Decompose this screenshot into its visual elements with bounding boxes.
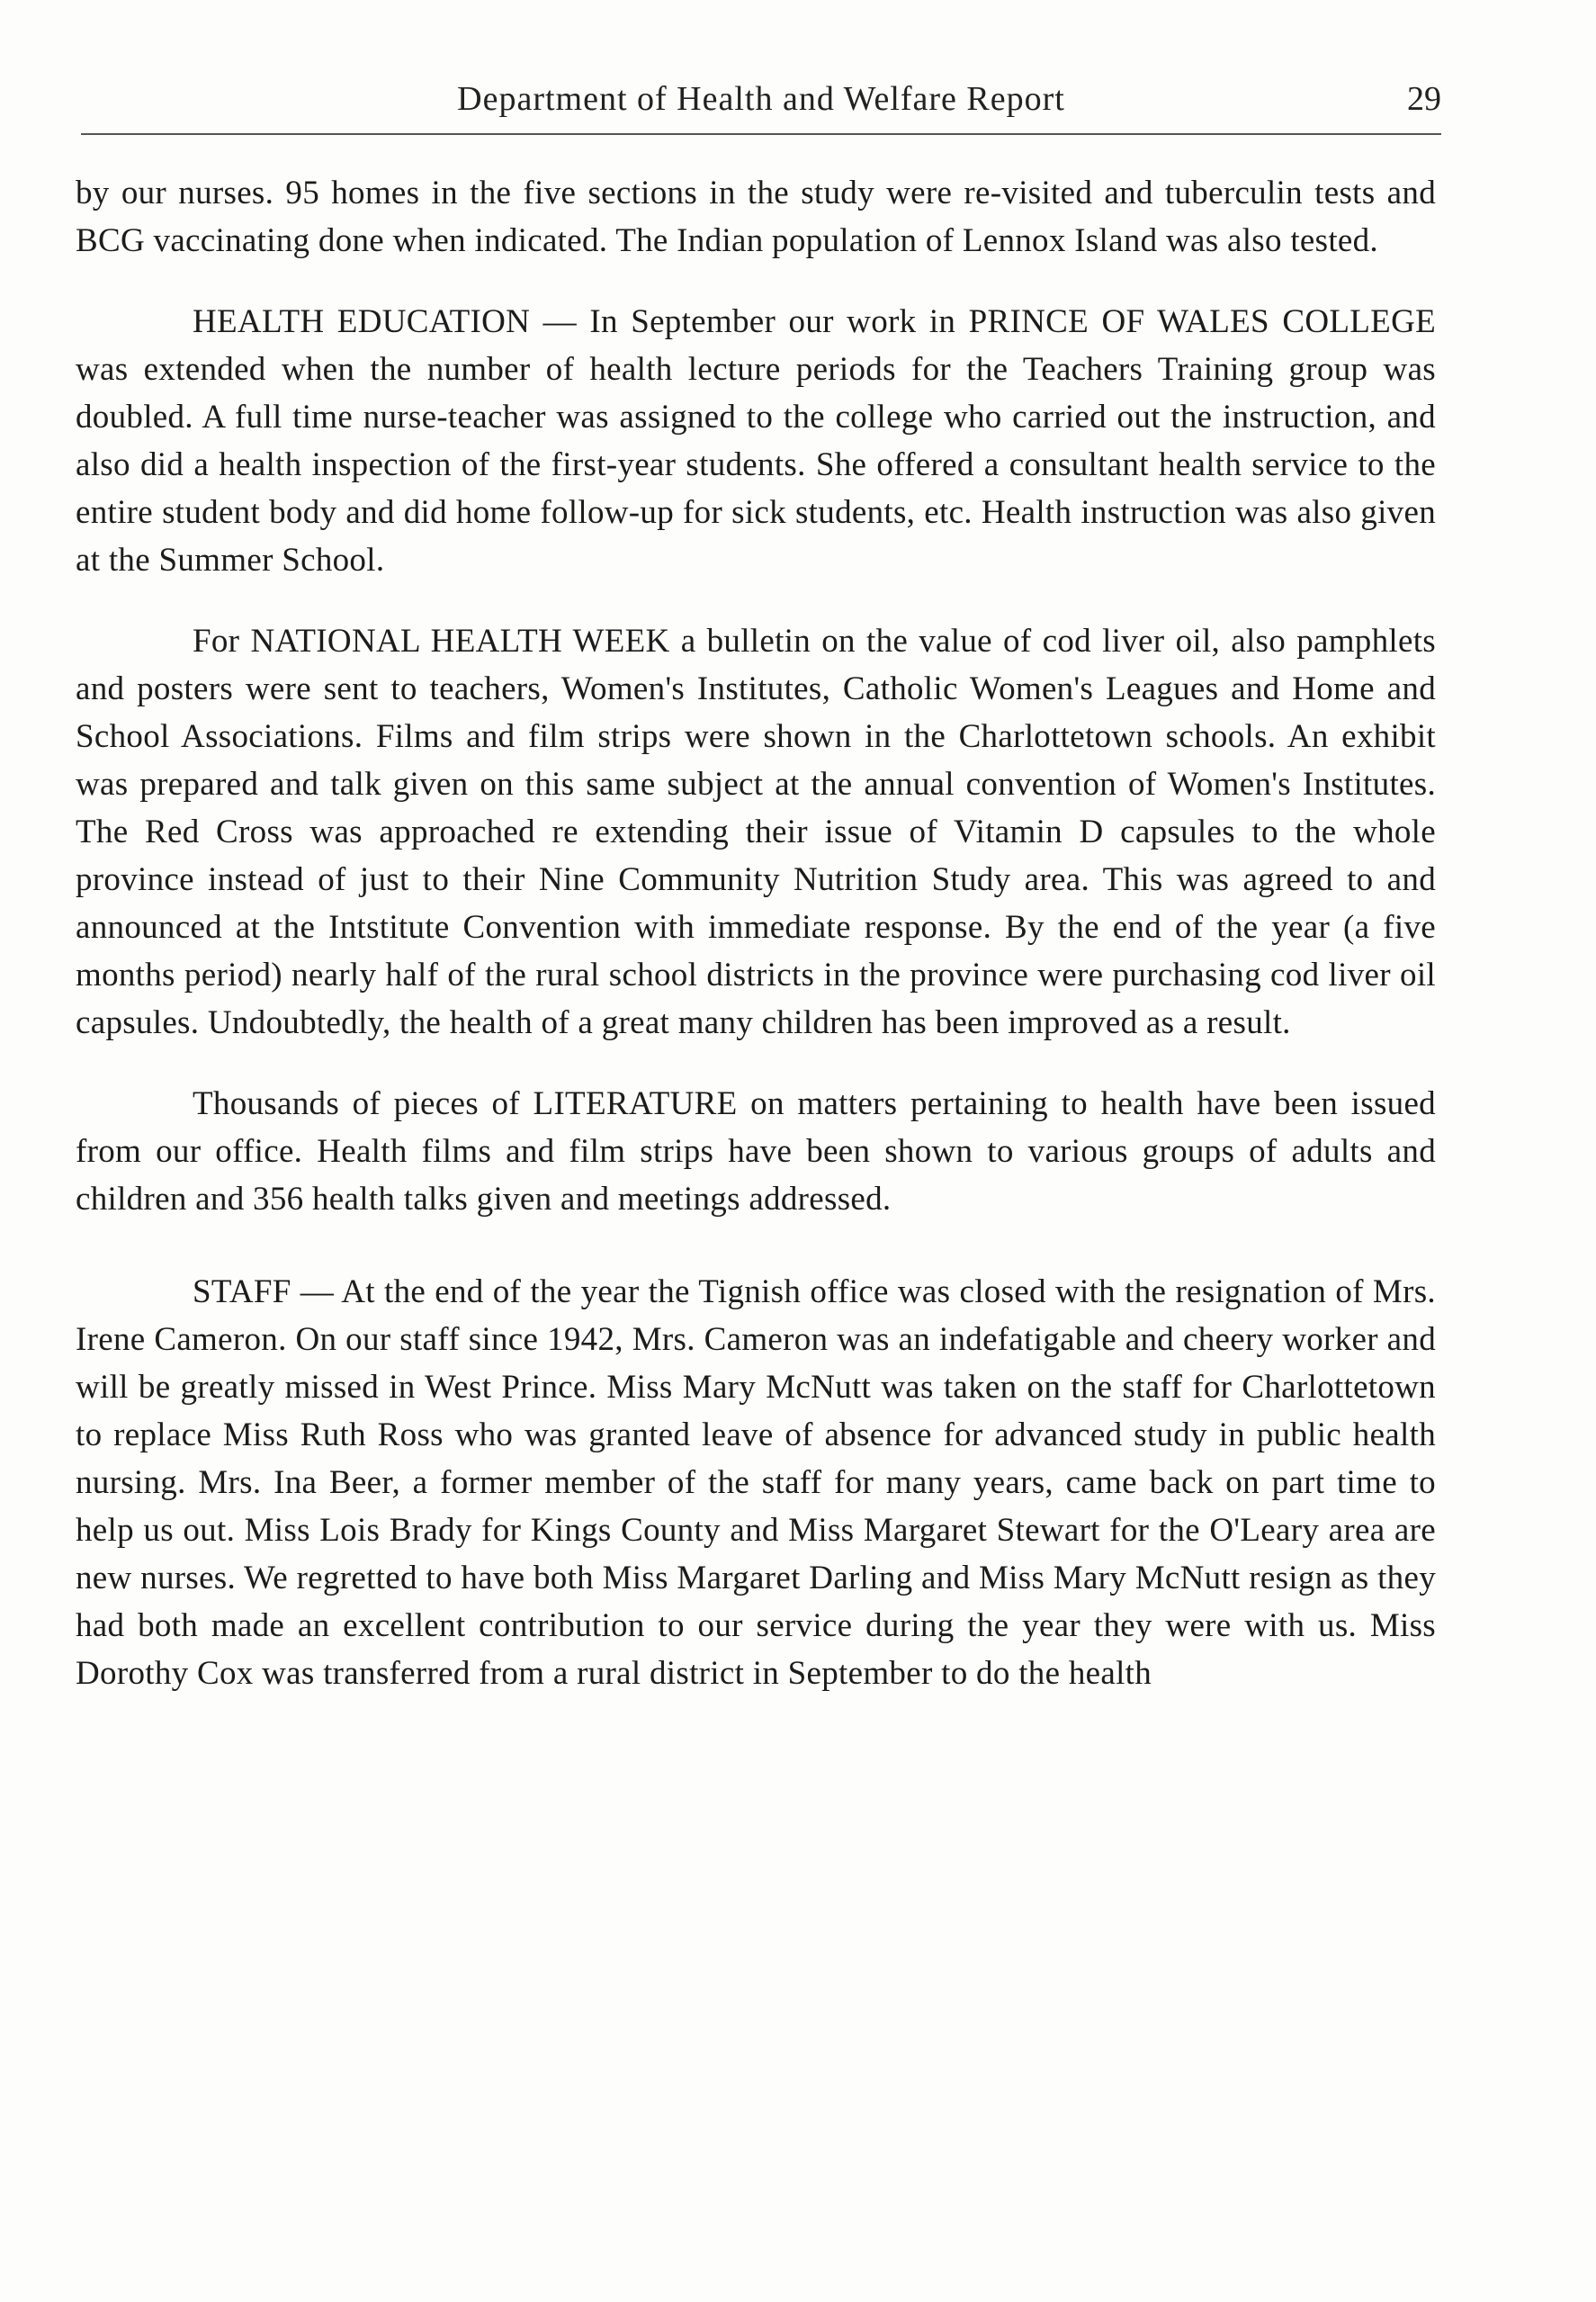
- body-text: [76, 169, 1436, 1697]
- header-title: Department of Health and Welfare Report: [457, 80, 1065, 118]
- running-header: [81, 79, 1441, 135]
- paragraph-national-health-week: For NATIONAL HEALTH WEEK a bulletin on the value of cod liver oil, also pamphlets and posters were sent to teachers, Women's Institutes, Catholic Women's Leagues and Home and School Associations. Films and film strips were shown in the Charlottetown schools. An exhibit was prepared and talk given on this same subject at the annual convention of Women's Institutes. The Red Cross was approached re extending their issue of Vitamin D capsules to the whole province instead of just to their Nine Community Nutrition Study area. This was agreed to and announced at the Intstitute Convention with immediate response. By the end of the year (a five months period) nearly half of the rural school districts in the province were purchasing cod liver oil capsules. Undoubtedly, the health of a great many children has been improved as a result.: [76, 623, 1436, 1041]
- paragraph-literature: Thousands of pieces of LITERATURE on matters pertaining to health have been issued from our office. Health films and film strips have been shown to various groups of adults and children and 356 health talks given and meetings addressed.: [76, 1085, 1436, 1218]
- page-number: 29: [1407, 80, 1441, 118]
- paragraph-health-education: HEALTH EDUCATION — In September our work in PRINCE OF WALES COLLEGE was extended when the number of health lecture periods for the Teachers Training group was doubled. A full time nurse-teacher was assigned to the college who carried out the instruction, and also did a health inspection of the first-year students. She offered a consultant health service to the entire student body and did home follow-up for sick students, etc. Health instruction was also given at the Summer School.: [76, 303, 1436, 579]
- paragraph-staff: STAFF — At the end of the year the Tignish office was closed with the resignation of Mrs. Irene Cameron. On our staff since 1942, Mrs. Cameron was an indefatigable and cheery worker and will be greatly missed in West Prince. Miss Mary McNutt was taken on the staff for Charlottetown to replace Miss Ruth Ross who was granted leave of absence for advanced study in public health nursing. Mrs. Ina Beer, a former member of the staff for many years, came back on part time to help us out. Miss Lois Brady for Kings County and Miss Margaret Stewart for the O'Leary area are new nurses. We regretted to have both Miss Margaret Darling and Miss Mary McNutt resign as they had both made an excellent contribution to our service during the year they were with us. Miss Dorothy Cox was transferred from a rural district in September to do the health: [76, 1273, 1436, 1692]
- paragraph-continuation: by our nurses. 95 homes in the five sections in the study were re-visited and tuberculin tests and BCG vaccinating done when indicated. The Indian population of Lennox Island was also tested.: [76, 175, 1436, 259]
